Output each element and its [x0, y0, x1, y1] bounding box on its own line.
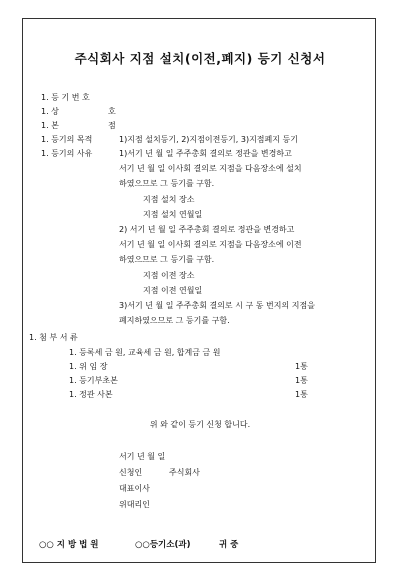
attachment-power-of-attorney-qty: 1통	[295, 362, 308, 371]
head-office-label-suffix: 점	[108, 121, 116, 130]
attachment-registry-extract-qty: 1통	[295, 376, 308, 385]
attachment-articles-copy: 1. 정관 사본	[69, 390, 113, 399]
cause-1-line-2: 서기 년 월 일 이사회 결의로 지점을 다음장소에 설치	[119, 164, 302, 173]
cause-label: 1. 등기의 사유	[41, 149, 93, 158]
attachments-header: 1. 첨 부 서 류	[29, 333, 78, 342]
registry-office: ○○등기소(과)	[135, 540, 191, 550]
attachment-articles-copy-qty: 1통	[295, 390, 308, 399]
district-court: ○○ 지 방 법 원	[39, 540, 99, 550]
application-statement: 위 와 같이 등기 신청 합니다.	[149, 420, 251, 429]
cause-3-line-2: 폐지하였으므로 그 등기를 구함.	[119, 316, 230, 325]
agent: 위대리인	[119, 500, 150, 509]
applicant-company: 주식회사	[169, 468, 200, 477]
cause-1-location: 지점 설치 장소	[143, 195, 195, 204]
cause-2-line-2: 서기 년 월 일 이사회 결의로 지점을 다음장소에 이전	[119, 240, 302, 249]
purpose-value: 1)지점 설치등기, 2)지점이전등기, 3)지점폐지 등기	[119, 135, 298, 144]
trade-name-label-suffix: 호	[108, 107, 116, 116]
cause-1-line-1: 1)서기 년 월 일 주주총회 결의로 정관을 변경하고	[119, 149, 292, 158]
purpose-label: 1. 등기의 목적	[41, 135, 93, 144]
cause-1-line-3: 하였으므로 그 등기를 구함.	[119, 179, 215, 188]
attachment-power-of-attorney: 1. 위 임 장	[69, 362, 108, 371]
signature-date: 서기 년 월 일	[119, 452, 166, 461]
document-title: 주식회사 지점 설치(이전,폐지) 등기 신청서	[74, 51, 326, 66]
cause-2-line-1: 2) 서기 년 월 일 주주총회 결의로 정관을 변경하고	[119, 225, 295, 234]
cause-3-line-1: 3)서기 년 월 일 주주총회 결의로 시 구 동 번지의 지점을	[119, 301, 315, 310]
cause-2-location: 지점 이전 장소	[143, 271, 195, 280]
cause-1-date: 지점 설치 연월일	[143, 210, 203, 219]
cause-2-line-3: 하였으므로 그 등기를 구함.	[119, 255, 215, 264]
trade-name-label: 1. 상	[41, 107, 59, 116]
cause-2-date: 지점 이전 연월일	[143, 286, 203, 295]
applicant-label: 신청인	[119, 468, 143, 477]
representative-director: 대표이사	[119, 484, 150, 493]
addressee: 귀 중	[219, 540, 239, 550]
attachment-registry-extract: 1. 등기부초본	[69, 376, 118, 385]
head-office-label: 1. 본	[41, 121, 59, 130]
registration-number-label: 1. 등 기 번 호	[41, 93, 90, 102]
application-form	[22, 18, 376, 563]
attachment-tax: 1. 등록세 금 원, 교육세 금 원, 합계금 금 원	[69, 348, 221, 357]
